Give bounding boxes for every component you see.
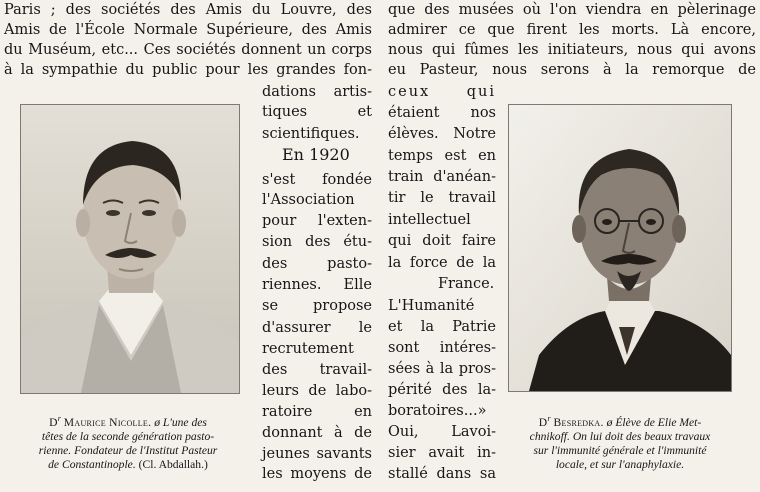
text-line: donnant à de (262, 425, 372, 441)
text-line: admirer ce que firent les morts. Là encore, (388, 22, 756, 38)
text-line: En 1920 (282, 145, 350, 164)
caption-text: L'une des (162, 415, 207, 429)
caption-name: Maurice Nicolle. (63, 415, 152, 429)
portrait-photo-besredka (508, 104, 732, 392)
caption-text: locale, et sur l'anaphylaxie. (555, 457, 685, 471)
text-line: que des musées où l'on viendra en pèlerinage (388, 2, 756, 18)
text-line: tir le travail (388, 190, 496, 206)
text-line: France. (438, 276, 495, 292)
text-line: à la sympathie du public pour les grandes fon- (4, 62, 372, 78)
text-line: riennes. Elle (262, 277, 372, 293)
text-line: leurs de labo- (262, 383, 372, 399)
caption-text: rienne. Fondateur de l'Institut Pasteur (38, 443, 218, 457)
photo-credit: (Cl. Abdallah.) (138, 457, 208, 471)
text-line: L'Humanité (388, 298, 475, 314)
caption-name-prefix: D (538, 415, 548, 429)
text-line: la force de la (388, 255, 496, 271)
caption-text: chnikoff. On lui doit des beaux travaux (529, 429, 711, 443)
text-line: et la Patrie (388, 319, 496, 335)
caption-text: sur l'immunité générale et l'immunité (533, 443, 707, 457)
text-line: boratoires...» (388, 403, 487, 419)
text-line: périté des la- (388, 382, 496, 398)
text-line: intellectuel (388, 212, 471, 228)
text-line: tiques et (262, 104, 372, 120)
portrait-photo-maurice-nicolle (20, 104, 240, 394)
text-line: l'Association (262, 192, 355, 208)
text-line: les moyens de (262, 466, 372, 482)
caption-text: têtes de la seconde génération pasto- (41, 429, 215, 443)
text-line: élèves. Notre (388, 126, 496, 142)
caption-superscript: r (547, 414, 551, 423)
text-line: des pasto- (262, 256, 372, 272)
text-line: recrutement (262, 341, 354, 357)
text-line: nous qui fûmes les initiateurs, nous qui avons (388, 42, 756, 58)
caption-name-prefix: D (49, 415, 58, 429)
text-line: ceux qui (388, 84, 496, 100)
caption-name: Besredka. (553, 415, 604, 429)
text-line: scientifiques. (262, 126, 360, 142)
text-line: sées à la pros- (388, 361, 496, 377)
text-line: sion des étu- (262, 234, 372, 250)
text-line: jeunes savants (262, 446, 372, 462)
text-line: qui doit faire (388, 233, 496, 249)
text-line: sier avait in- (388, 445, 496, 461)
text-line: dations artis- (262, 84, 372, 100)
text-line: s'est fondée (262, 172, 372, 188)
text-line: stallé dans sa (388, 466, 496, 482)
text-line: eu Pasteur, nous serons à la remorque de (388, 62, 756, 78)
text-line: Oui, Lavoi- (388, 424, 496, 440)
caption-mark: ø (606, 415, 613, 429)
text-line: sont intéres- (388, 340, 496, 356)
text-line: du Muséum, etc... Ces sociétés donnent un corps (4, 42, 372, 58)
text-line: pour l'exten- (262, 213, 372, 229)
photo-caption-right (504, 412, 736, 472)
text-line: ratoire en (262, 404, 372, 420)
text-line: temps est en (388, 148, 496, 164)
text-line: Amis de l'École Normale Supérieure, des Amis (4, 22, 372, 38)
text-line: se propose (262, 298, 372, 314)
caption-text: Élève de Elie Met- (615, 415, 702, 429)
caption-superscript: r (57, 414, 61, 423)
text-line: d'assurer le (262, 320, 372, 336)
caption-mark: ø (154, 415, 160, 429)
caption-text: de Constantinople. (48, 457, 136, 471)
text-line: des travail- (262, 362, 372, 378)
text-line: Paris ; des sociétés des Amis du Louvre, des (4, 2, 372, 18)
photo-caption-left (12, 412, 244, 472)
text-line: étaient nos (388, 105, 496, 121)
text-line: train d'anéan- (388, 169, 496, 185)
